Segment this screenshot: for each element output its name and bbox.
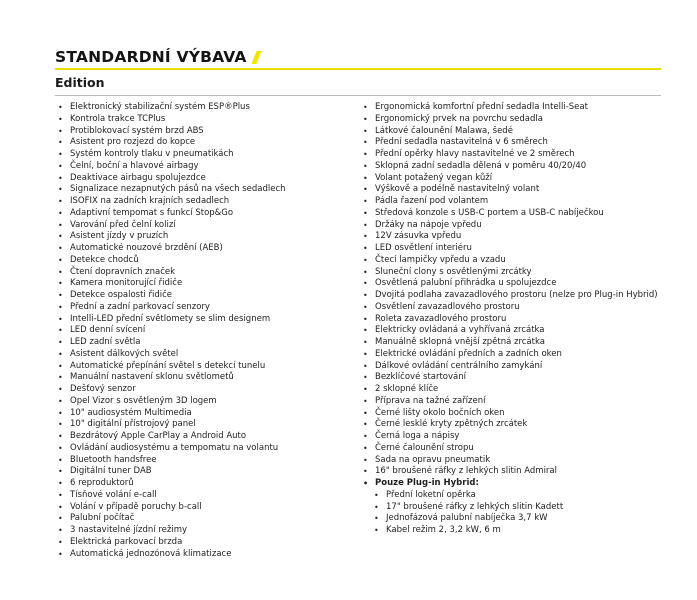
bullet-icon: • — [58, 185, 63, 195]
list-item-text: Čelní, boční a hlavové airbagy — [70, 160, 199, 171]
bullet-icon: • — [58, 291, 63, 300]
bullet-icon: • — [374, 502, 379, 512]
bullet-icon: • — [58, 173, 63, 183]
list-item — [360, 443, 660, 455]
plugin-list-item — [360, 490, 660, 502]
list-item-text: Pouze Plug-in Hybrid: — [375, 478, 479, 488]
list-item — [360, 466, 660, 478]
list-item-text: Elektronický stabilizační systém ESP®Plus — [70, 102, 250, 112]
bullet-icon: • — [58, 373, 63, 383]
bullet-icon: • — [363, 443, 368, 453]
bullet-icon: • — [363, 267, 368, 277]
list-item — [55, 490, 355, 502]
list-item — [360, 126, 660, 138]
list-item — [55, 513, 355, 525]
list-item-text: Osvětlená palubní přihrádka u spolujezdce — [375, 278, 557, 289]
list-item — [55, 173, 355, 185]
list-item-text: LED osvětlení interiéru — [375, 243, 472, 253]
list-item-text: Přední opěrky hlavy nastavitelné ve 2 směrech — [375, 149, 575, 159]
bullet-icon: • — [374, 490, 379, 500]
bullet-icon: • — [363, 173, 368, 183]
list-item — [55, 525, 355, 537]
bullet-icon: • — [58, 338, 63, 347]
list-item — [360, 314, 660, 326]
list-item — [360, 102, 660, 114]
bullet-icon: • — [363, 326, 368, 336]
bullet-icon: • — [58, 408, 63, 418]
list-item-text: Kabel režim 2, 3,2 kW, 6 m — [386, 525, 501, 535]
bullet-icon: • — [58, 514, 63, 524]
list-item — [360, 184, 660, 196]
list-item — [55, 114, 355, 126]
list-item — [55, 372, 355, 384]
plugin-hybrid-heading — [360, 478, 660, 490]
list-item-text: Automatická jednozónová klimatizace — [70, 548, 232, 559]
bullet-icon: • — [363, 479, 369, 488]
list-item — [55, 337, 355, 349]
section-divider — [55, 95, 661, 96]
list-item — [55, 149, 355, 161]
list-item-text: Černé lesklé kryty zpětných zrcátek — [375, 419, 528, 430]
list-item — [360, 278, 660, 290]
list-item-text: Sluneční clony s osvětlenými zrcátky — [375, 266, 532, 277]
bullet-icon: • — [363, 220, 368, 230]
bullet-icon: • — [363, 197, 368, 206]
bullet-icon: • — [58, 349, 63, 359]
list-item-text: Držáky na nápoje vpředu — [375, 219, 482, 230]
list-item-text: ISOFIX na zadních krajních sedadlech — [70, 196, 230, 206]
bullet-icon: • — [58, 197, 63, 206]
list-item — [360, 419, 660, 431]
list-item — [360, 208, 660, 220]
plugin-list-item — [360, 502, 660, 514]
list-item-text: Osvětlení zavazadlového prostoru — [375, 301, 520, 312]
bullet-icon: • — [58, 267, 63, 277]
list-item-text: Manuálně sklopná vnější zpětná zrcátka — [375, 337, 545, 347]
bullet-icon: • — [363, 208, 368, 218]
trim-level-title: Edition — [55, 75, 105, 90]
list-item-text: Pádla řazení pod volantem — [375, 196, 489, 206]
list-item-text: Asistent jízdy v pruzích — [70, 231, 169, 242]
list-item — [55, 231, 355, 243]
list-item-text: Výškově a podélně nastavitelný volant — [375, 184, 540, 195]
bullet-icon: • — [363, 232, 368, 242]
list-item-text: LED denní svícení — [70, 325, 146, 336]
list-item-text: Dálkové ovládání centrálního zamykání — [375, 360, 543, 371]
page-title: STANDARDNÍ VÝBAVA — [55, 48, 247, 66]
list-item-text: Elektrické ovládání předních a zadních oken — [375, 348, 562, 359]
list-item-text: Bluetooth handsfree — [70, 454, 157, 465]
list-item-text: Čtecí lampičky vpředu a vzadu — [375, 254, 506, 265]
yellow-slash-icon — [251, 51, 261, 64]
bullet-icon: • — [363, 385, 368, 394]
bullet-icon: • — [58, 455, 63, 465]
list-item — [55, 349, 355, 361]
list-item — [360, 302, 660, 314]
list-item — [360, 231, 660, 243]
bullet-icon: • — [58, 161, 63, 171]
bullet-icon: • — [58, 479, 63, 488]
list-item — [55, 243, 355, 255]
list-item — [55, 537, 355, 549]
list-item-text: Kontrola trakce TCPlus — [70, 113, 166, 124]
bullet-icon: • — [374, 526, 379, 535]
bullet-icon: • — [363, 373, 368, 383]
list-item — [360, 255, 660, 267]
bullet-icon: • — [58, 302, 63, 312]
list-item — [55, 208, 355, 220]
list-item — [360, 349, 660, 361]
list-item-text: Palubní počítač — [70, 513, 135, 524]
list-item — [55, 255, 355, 267]
title-underline — [55, 68, 661, 70]
bullet-icon: • — [58, 396, 63, 406]
bullet-icon: • — [363, 420, 368, 430]
bullet-icon: • — [58, 314, 63, 324]
list-item-text: Tísňové volání e-call — [70, 489, 157, 500]
list-item — [55, 126, 355, 138]
bullet-icon: • — [363, 244, 368, 253]
list-item-text: Digitální tuner DAB — [70, 466, 152, 477]
bullet-icon: • — [363, 302, 368, 312]
list-item — [55, 184, 355, 196]
list-item — [360, 114, 660, 126]
title-block — [55, 48, 259, 66]
bullet-icon: • — [58, 537, 63, 547]
bullet-icon: • — [58, 138, 63, 148]
bullet-icon: • — [58, 420, 63, 430]
list-item-text: Černé čalounění stropu — [375, 442, 474, 453]
plugin-list-item — [360, 513, 660, 525]
list-item — [55, 161, 355, 173]
list-item — [55, 314, 355, 326]
list-item-text: Příprava na tažné zařízení — [375, 395, 486, 406]
list-item — [55, 361, 355, 373]
list-item — [55, 431, 355, 443]
list-item — [55, 220, 355, 232]
bullet-icon: • — [363, 185, 368, 195]
list-item-text: 16" broušené ráfky z lehkých slitin Admiral — [375, 466, 557, 477]
bullet-icon: • — [58, 255, 63, 265]
bullet-icon: • — [58, 220, 63, 230]
list-item — [360, 372, 660, 384]
list-item-text: Ergonomická komfortní přední sedadla Intelli-Seat — [375, 102, 588, 112]
list-item-text: 12V zásuvka vpředu — [375, 231, 462, 242]
list-item — [55, 549, 355, 561]
bullet-icon: • — [363, 396, 368, 406]
list-item-text: Signalizace nezapnutých pásů na všech sedadlech — [70, 184, 286, 195]
list-item-text: Středová konzole s USB-C portem a USB-C nabíječkou — [375, 207, 604, 218]
list-item — [55, 137, 355, 149]
list-item — [55, 290, 355, 302]
list-item — [55, 396, 355, 408]
bullet-icon: • — [58, 502, 63, 512]
bullet-icon: • — [58, 432, 63, 441]
list-item-text: Deaktivace airbagu spolujezdce — [70, 172, 206, 183]
list-item — [360, 455, 660, 467]
bullet-icon: • — [58, 326, 63, 336]
list-item-text: 10" audiosystém Multimedia — [70, 407, 192, 418]
list-item-text: Černá loga a nápisy — [375, 431, 460, 441]
list-item-text: 10" digitální přístrojový panel — [70, 419, 196, 430]
bullet-icon: • — [58, 549, 63, 559]
list-item — [360, 384, 660, 396]
list-item-text: Automatické přepínání světel s detekcí tunelu — [70, 360, 266, 371]
list-item-text: Detekce chodců — [70, 254, 139, 265]
list-item — [360, 173, 660, 185]
list-item-text: Volání v případě poruchy b-call — [70, 501, 202, 512]
list-item-text: Elektrická parkovací brzda — [70, 536, 183, 547]
bullet-icon: • — [363, 338, 368, 347]
list-item-text: Jednofázová palubní nabíječka 3,7 kW — [386, 513, 548, 524]
list-item-text: Automatické nouzové brzdění (AEB) — [70, 243, 223, 253]
list-item-text: Přední a zadní parkovací senzory — [70, 301, 210, 312]
bullet-icon: • — [58, 361, 63, 371]
bullet-icon: • — [363, 150, 368, 159]
list-item — [360, 325, 660, 337]
list-item — [55, 302, 355, 314]
list-item-text: Sklopná zadní sedadla dělená v poměru 40/20/40 — [375, 160, 587, 171]
list-item-text: 17" broušené ráfky z lehkých slitin Kadett — [386, 501, 564, 512]
list-item — [360, 196, 660, 208]
bullet-icon: • — [58, 208, 63, 218]
list-item-text: Dvojitá podlaha zavazadlového prostoru (nelze pro Plug-in Hybrid) — [375, 290, 658, 300]
list-item-text: 2 sklopné klíče — [375, 384, 439, 394]
list-item — [55, 443, 355, 455]
bullet-icon: • — [363, 103, 368, 112]
list-item-text: Přední loketní opěrka — [386, 489, 476, 500]
bullet-icon: • — [363, 467, 368, 477]
list-item — [360, 220, 660, 232]
bullet-icon: • — [58, 443, 63, 453]
list-item — [55, 278, 355, 290]
bullet-icon: • — [363, 361, 368, 371]
list-item — [360, 137, 660, 149]
list-item-text: Asistent pro rozjezd do kopce — [70, 137, 196, 148]
bullet-icon: • — [58, 490, 63, 500]
list-item-text: Černé lišty okolo bočních oken — [375, 407, 505, 418]
list-item — [360, 243, 660, 255]
list-item-text: Ovládání audiosystému a tempomatu na volantu — [70, 442, 279, 453]
list-item-text: Intelli-LED přední světlomety se slim designem — [70, 313, 271, 324]
list-item-text: Manuální nastavení sklonu světlometů — [70, 372, 234, 383]
list-item-text: Kamera monitorující řidiče — [70, 278, 183, 289]
bullet-icon: • — [363, 432, 368, 441]
bullet-icon: • — [58, 467, 63, 477]
list-item-text: Dešťový senzor — [70, 384, 136, 394]
bullet-icon: • — [58, 244, 63, 253]
bullet-icon: • — [363, 349, 368, 359]
list-item — [360, 361, 660, 373]
equipment-list-left — [55, 102, 355, 560]
list-item — [360, 161, 660, 173]
bullet-icon: • — [58, 385, 63, 394]
list-item — [55, 325, 355, 337]
list-item-text: Látkové čalounění Malawa, šedé — [375, 125, 513, 136]
list-item — [360, 149, 660, 161]
list-item-text: Asistent dálkových světel — [70, 348, 179, 359]
list-item-text: 6 reproduktorů — [70, 478, 134, 488]
list-item — [55, 102, 355, 114]
list-item — [55, 408, 355, 420]
list-item-text: Bezdrátový Apple CarPlay a Android Auto — [70, 431, 247, 441]
bullet-icon: • — [58, 114, 63, 124]
bullet-icon: • — [58, 126, 63, 136]
bullet-icon: • — [363, 114, 368, 124]
list-item-text: Opel Vizor s osvětleným 3D logem — [70, 395, 217, 406]
list-item-text: Volant potažený vegan kůží — [375, 172, 493, 183]
bullet-icon: • — [363, 126, 368, 136]
list-item — [55, 502, 355, 514]
bullet-icon: • — [58, 150, 63, 159]
bullet-icon: • — [58, 103, 63, 112]
list-item — [55, 419, 355, 431]
list-item — [55, 466, 355, 478]
list-item-text: Ergonomický prvek na povrchu sedadla — [375, 113, 543, 124]
bullet-icon: • — [363, 408, 368, 418]
list-item — [55, 478, 355, 490]
list-item-text: Adaptivní tempomat s funkcí Stop&Go — [70, 207, 234, 218]
bullet-icon: • — [374, 514, 379, 524]
equipment-list-right — [360, 102, 660, 537]
list-item-text: Detekce ospalosti řidiče — [70, 290, 172, 300]
list-item-text: Elektricky ovládaná a vyhřívaná zrcátka — [375, 325, 545, 336]
list-item-text: Sada na opravu pneumatik — [375, 454, 491, 465]
bullet-icon: • — [58, 526, 63, 535]
bullet-icon: • — [58, 232, 63, 242]
list-item-text: Čtení dopravních značek — [70, 266, 176, 277]
list-item — [360, 431, 660, 443]
bullet-icon: • — [363, 455, 368, 465]
list-item-text: Bezklíčové startování — [375, 372, 466, 383]
list-item — [360, 408, 660, 420]
bullet-icon: • — [363, 291, 368, 300]
list-item — [360, 337, 660, 349]
plugin-list-item — [360, 525, 660, 537]
bullet-icon: • — [363, 138, 368, 148]
bullet-icon: • — [363, 161, 368, 171]
bullet-icon: • — [58, 279, 63, 289]
list-item — [55, 267, 355, 279]
list-item-text: Roleta zavazadlového prostoru — [375, 313, 507, 324]
list-item — [55, 384, 355, 396]
list-item-text: Přední sedadla nastavitelná v 6 směrech — [375, 137, 548, 148]
list-item-text: 3 nastavitelné jízdní režimy — [70, 525, 188, 535]
bullet-icon: • — [363, 255, 368, 265]
bullet-icon: • — [363, 314, 368, 324]
list-item — [55, 196, 355, 208]
list-item-text: Varování před čelní kolizí — [70, 219, 176, 230]
bullet-icon: • — [363, 279, 368, 289]
list-item-text: LED zadní světla — [70, 337, 141, 347]
list-item — [360, 290, 660, 302]
list-item — [55, 455, 355, 467]
list-item-text: Systém kontroly tlaku v pneumatikách — [70, 149, 234, 159]
list-item — [360, 396, 660, 408]
list-item — [360, 267, 660, 279]
list-item-text: Protiblokovací systém brzd ABS — [70, 125, 204, 136]
